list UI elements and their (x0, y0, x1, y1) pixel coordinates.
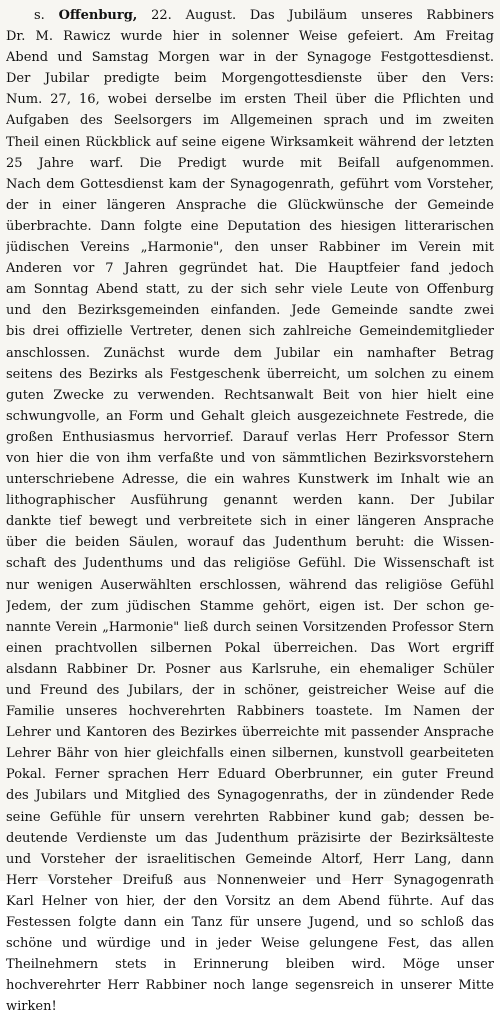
article-line: guten Zwecke zu verwenden. Rechtsanwalt Beit von hier hielt eine (6, 387, 494, 403)
article-line: überbrachte. Dann folgte eine Deputation des hiesigen litterarischen (6, 218, 494, 234)
article-line: großen Enthusiasmus hervorrief. Darauf verlas Herr Professor Stern (6, 429, 494, 445)
article-line: nannte Verein „Harmonie" ließ durch seinen Vorsitzenden Professor Stern (6, 619, 494, 635)
article-line: Theil einen Rückblick auf seine eigene Wirksamkeit während der letzten (6, 134, 494, 150)
article-line: schöne und würdige und in jeder Weise gelungene Fest, das allen (6, 936, 494, 952)
article-line: deutende Verdienste um das Judenthum präzisirte der Bezirksälteste (6, 830, 494, 846)
article-line: Aufgaben des Seelsorgers im Allgemeinen sprach und im zweiten (6, 113, 494, 129)
article-line: Der Jubilar predigte beim Morgengottesdienste über den Vers: (6, 71, 494, 87)
article-line: des Jubilars und Mitglied des Synagogenraths, der in zündender Rede (6, 788, 494, 804)
article-line: bis drei offizielle Vertreter, denen sich zahlreiche Gemeindemitglieder (6, 324, 494, 340)
article-line: anschlossen. Zunächst wurde dem Jubilar ein namhafter Betrag (6, 345, 494, 361)
article-line: Festessen folgte dann ein Tanz für unsere Jugend, und so schloß das (6, 915, 494, 931)
article-line: Jedem, der zum jüdischen Stamme gehört, eigen ist. Der schon ge- (6, 598, 494, 614)
article-line: über die beiden Säulen, worauf das Judenthum beruht: die Wissen- (6, 535, 494, 551)
article-line: und den Bezirksgemeinden einfanden. Jede Gemeinde sandte zwei (6, 303, 494, 319)
article-line: dankte tief bewegt und verbreitete sich in einer längeren Ansprache (6, 514, 494, 530)
article-line: und Vorsteher der israelitischen Gemeinde Altorf, Herr Lang, dann (6, 851, 494, 867)
article-line: einen prachtvollen silbernen Pokal überreichen. Das Wort ergriff (6, 640, 494, 656)
article-line: alsdann Rabbiner Dr. Posner aus Karlsruhe, ein ehemaliger Schüler (6, 661, 494, 677)
article-line: Familie unseres hochverehrten Rabbiners toastete. Im Namen der (6, 704, 494, 720)
news-article (6, 5, 494, 1018)
article-line: unterschriebene Adresse, die ein wahres Kunstwerk im Inhalt wie an (6, 472, 494, 488)
dateline-place: Offenburg, (58, 8, 138, 23)
article-line: hochverehrter Herr Rabbiner noch lange segensreich in unserer Mitte (6, 978, 494, 994)
article-line: der in einer längeren Ansprache die Glückwünsche der Gemeinde (6, 197, 494, 213)
article-body (6, 26, 494, 1017)
article-line: Theilnehmern stets in Erinnerung bleiben wird. Möge unser (6, 957, 494, 973)
article-line: Lehrer Bähr von hier gleichfalls einen silbernen, kunstvoll gearbeiteten (6, 746, 494, 762)
article-line: Dr. M. Rawicz wurde hier in solenner Weise gefeiert. Am Freitag (6, 29, 494, 45)
article-line: Karl Helner von hier, der den Vorsitz an dem Abend führte. Auf das (6, 893, 494, 909)
article-line: wirken! (6, 999, 57, 1015)
article-line: Num. 27, 16, wobei derselbe im ersten Theil über die Pflichten und (6, 92, 494, 108)
article-line: jüdischen Vereins „Harmonie", den unser Rabbiner im Verein mit (6, 240, 494, 256)
article-line: seine Gefühle für unsern verehrten Rabbiner kund gab; dessen be- (6, 809, 494, 825)
article-line: 25 Jahre warf. Die Predigt wurde mit Beifall aufgenommen. (6, 155, 494, 171)
dateline-prefix: s. (34, 8, 45, 23)
article-line: seitens des Bezirks als Festgeschenk überreicht, um solchen zu einem (6, 366, 494, 382)
article-line: am Sonntag Abend statt, zu der sich sehr viele Leute von Offenburg (6, 282, 494, 298)
article-line: schaft des Judenthums und das religiöse Gefühl. Die Wissenschaft ist (6, 556, 494, 572)
article-line: und Freund des Jubilars, der in schöner, geistreicher Weise auf die (6, 683, 494, 698)
article-line: Herr Vorsteher Dreifuß aus Nonnenweier und Herr Synagogenrath (6, 872, 494, 888)
article-line: Nach dem Gottesdienst kam der Synagogenrath, geführt vom Vorsteher, (6, 176, 494, 192)
article-line: von hier die von ihm verfaßte und von sämmtlichen Bezirksvorstehern (6, 450, 494, 466)
article-line: Pokal. Ferner sprachen Herr Eduard Oberbrunner, ein guter Freund (6, 767, 494, 783)
article-line: lithographischer Ausführung genannt werden kann. Der Jubilar (6, 493, 494, 509)
first-line-text: 22. August. Das Jubiläum unseres Rabbiners (151, 8, 494, 23)
article-first-line (6, 5, 494, 26)
article-line: Lehrer und Kantoren des Bezirkes überreichte mit passender Ansprache (6, 725, 494, 741)
article-line: nur wenigen Auserwählten erschlossen, während das religiöse Gefühl (6, 577, 494, 593)
article-line: Anderen vor 7 Jahren gegründet hat. Die Hauptfeier fand jedoch (6, 261, 494, 277)
article-line: Abend und Samstag Morgen war in der Synagoge Festgottesdienst. (6, 50, 494, 66)
article-line: schwungvolle, an Form und Gehalt gleich ausgezeichnete Festrede, die (6, 408, 494, 424)
